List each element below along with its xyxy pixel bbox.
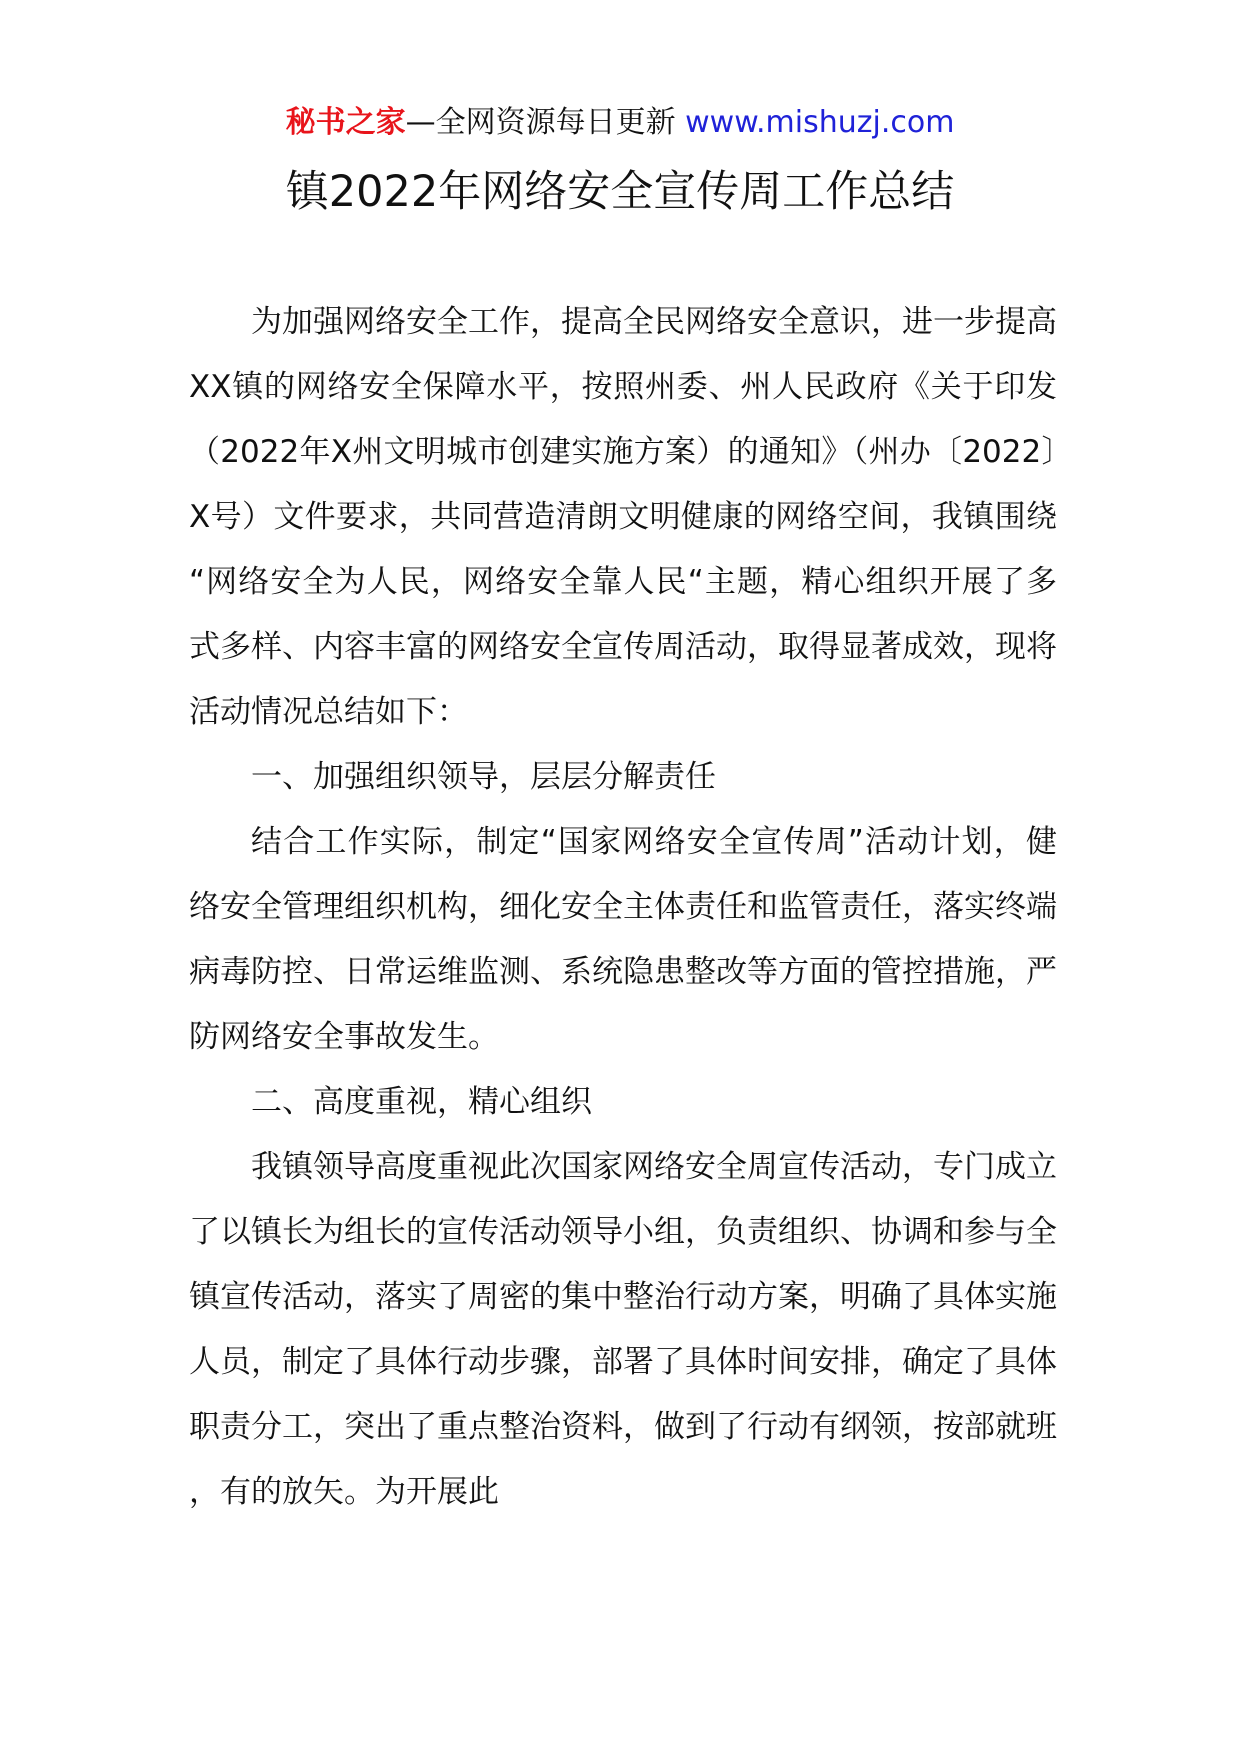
section-2-paragraph: 我镇领导高度重视此次国家网络安全周宣传活动，专门成立了以镇长为组长的宣传活动领导小组，负责组织、协调和参与全镇宣传活动，落实了周密的集中整治行动方案，明确了具体实施人员，制定了具体行动步骤，部署了具体时间安排，确定了具体职责分工，突出了重点整治资料，做到了行动有纲领，按部就班，有的放矢。为开展此 [189,1149,1057,1510]
intro-paragraph: 为加强网络安全工作，提高全民网络安全意识，进一步提高XX镇的网络安全保障水平，按照州委、州人民政府《关于印发（2022年X州文明城市创建实施方案）的通知》（州办〔2022〕X号）文件要求，共同营造清朗文明健康的网络空间，我镇围绕“网络安全为人民，网络安全靠人民“主题，精心组织开展了多式多样、内容丰富的网络安全宣传周活动，取得显著成效，现将活动情况总结如下： [189,304,1057,730]
document-body [189,290,1057,1525]
document-title: 镇2022年网络安全宣传周工作总结 [285,167,955,217]
site-header [0,98,1240,148]
site-url-link[interactable]: www.mishuzj.com [685,105,955,140]
site-brand: 秘书之家 [285,105,406,140]
site-tagline: —全网资源每日更新 [405,105,676,140]
section-heading-1: 一、加强组织领导，层层分解责任 [251,759,716,795]
section-1-paragraph: 结合工作实际，制定“国家网络安全宣传周”活动计划，健络安全管理组织机构，细化安全主体责任和监管责任，落实终端病毒防控、日常运维监测、系统隐患整改等方面的管控措施，严防网络安全事故发生。 [189,824,1057,1055]
section-heading-2: 二、高度重视，精心组织 [251,1084,592,1120]
